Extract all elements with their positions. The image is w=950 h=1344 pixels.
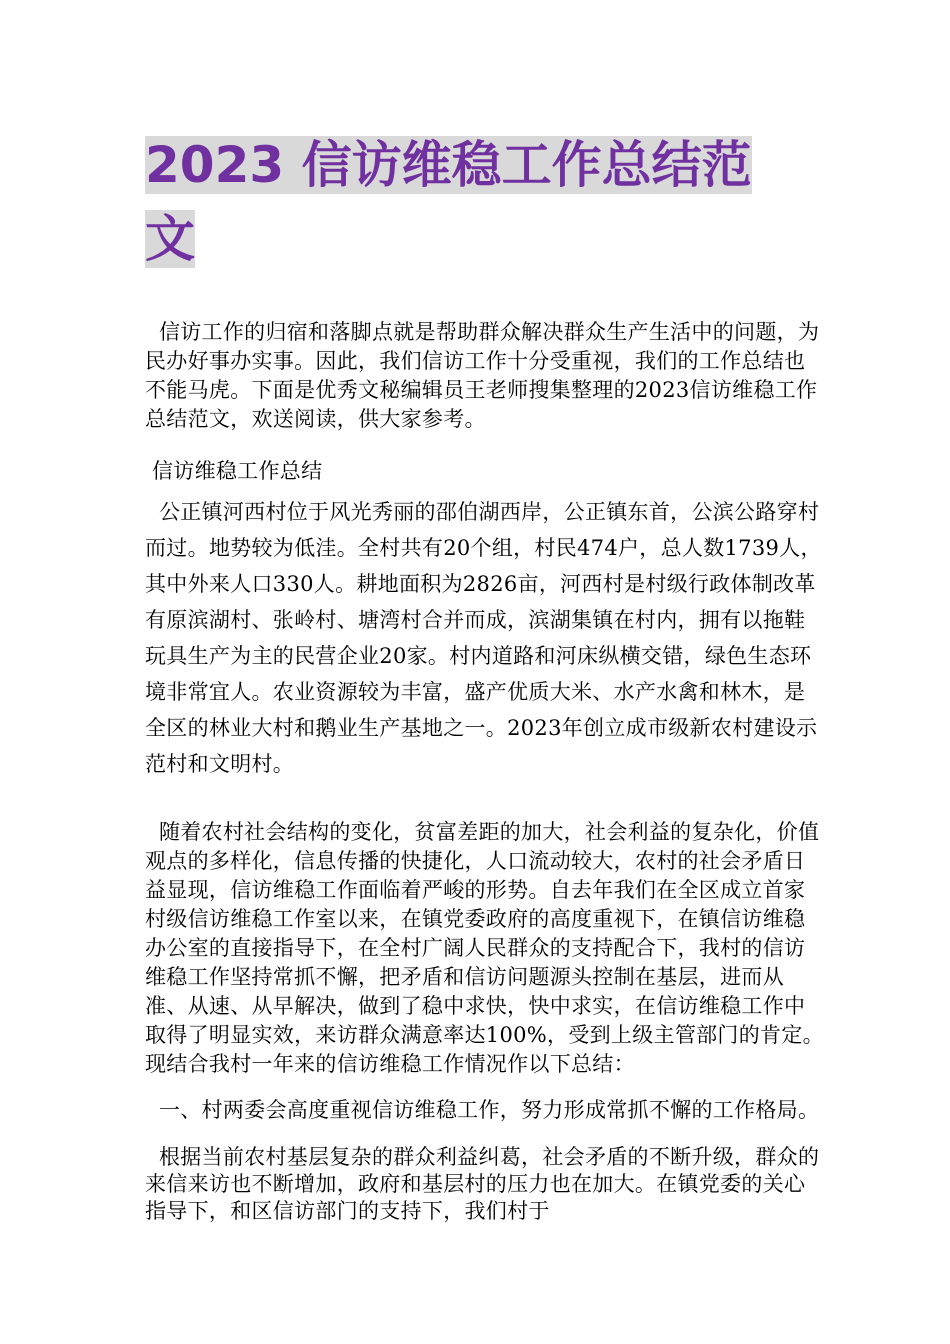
subheading-block <box>145 456 825 486</box>
section-subheading: 信访维稳工作总结 <box>145 459 323 483</box>
intro-block <box>145 318 825 434</box>
paragraph-village-overview: 公正镇河西村位于风光秀丽的邵伯湖西岸，公正镇东首，公滨公路穿村而过。地势较为低洼。全村共有20个组，村民474户，总人数1739人，其中外来人口330人。耕地面积为2826亩，河西村是村级行政体制改革有原滨湖村、张岭村、塘湾村合并而成，滨湖集镇在村内，拥有以拖鞋玩具生产为主的民营企业20家。村内道路和河床纵横交错，绿色生态环境非常宜人。农业资源较为丰富，盛产优质大米、水产水禽和林木，是全区的林业大村和鹅业生产基地之一。2023年创立成市级新农村建设示范村和文明村。 <box>145 500 822 776</box>
para3-block <box>145 1097 825 1124</box>
title-line-2: 文 <box>145 210 195 268</box>
paragraph-grassroots: 根据当前农村基层复杂的群众利益纠葛，社会矛盾的不断升级，群众的来信来访也不断增加，政府和基层村的压力也在加大。在镇党委的关心指导下，和区信访部门的支持下，我们村于 <box>145 1145 820 1223</box>
para2-block <box>145 818 825 1079</box>
title-line-1: 2023 信访维稳工作总结范 <box>145 136 752 194</box>
paragraph-petition-work: 随着农村社会结构的变化，贫富差距的加大，社会利益的复杂化，价值观点的多样化，信息传播的快捷化，人口流动较大，农村的社会矛盾日益显现，信访维稳工作面临着严峻的形势。自去年我们在全区成立首家村级信访维稳工作室以来，在镇党委政府的高度重视下，在镇信访维稳办公室的直接指导下，在全村广阔人民群众的支持配合下，我村的信访维稳工作坚持常抓不懈，把矛盾和信访问题源头控制在基层，进而从准、从速、从早解决，做到了稳中求快，快中求实，在信访维稳工作中取得了明显实效，来访群众满意率达100%，受到上级主管部门的肯定。现结合我村一年来的信访维稳工作情况作以下总结： <box>145 820 824 1076</box>
para1-block <box>145 494 825 782</box>
para4-block <box>145 1144 825 1225</box>
document-title <box>145 128 815 276</box>
paragraph-section-one: 一、村两委会高度重视信访维稳工作，努力形成常抓不懈的工作格局。 <box>145 1098 820 1122</box>
intro-paragraph: 信访工作的归宿和落脚点就是帮助群众解决群众生产生活中的问题，为民办好事办实事。因此，我们信访工作十分受重视，我们的工作总结也不能马虎。下面是优秀文秘编辑员王老师搜集整理的2023信访维稳工作总结范文，欢送阅读，供大家参考。 <box>145 320 820 431</box>
